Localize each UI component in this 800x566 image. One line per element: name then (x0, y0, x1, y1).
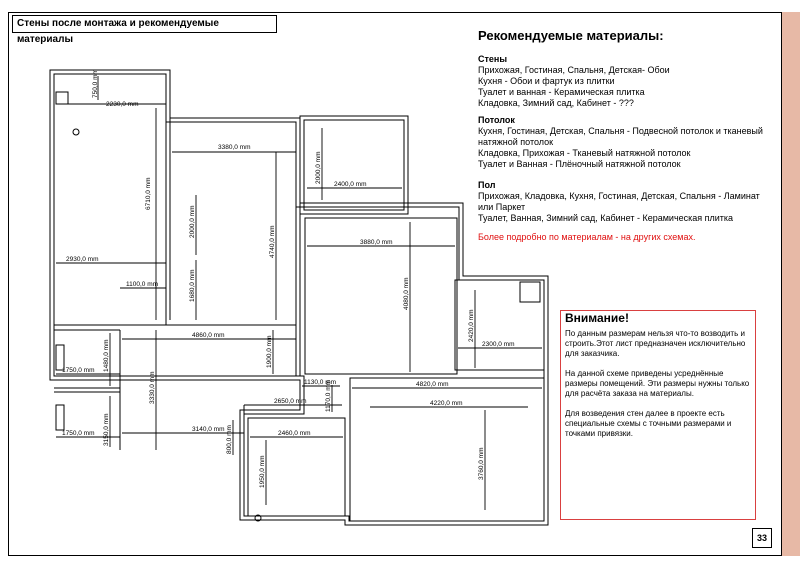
warning-paragraph: На данной схеме приведены усреднённые размеры помещений. Эти размеры нужны только для расчёта заказа на материалы. (565, 369, 750, 398)
dim-3330: 3330,0 mm (149, 371, 156, 404)
ceiling-line: Туалет и Ванная - Плёночный натяжной потолок (478, 159, 681, 169)
walls-line: Прихожая, Гостиная, Спальня, Детская- Обои (478, 65, 670, 75)
dim-4080: 4080,0 mm (403, 277, 410, 310)
dim-2000b: 2000,0 mm (315, 151, 322, 184)
warning-paragraph: По данным размерам нельзя что-то возводить и строить.Этот лист предназначен исключительно для заказчика. (565, 329, 746, 358)
dim-4740: 4740,0 mm (269, 225, 276, 258)
dim-6710: 6710,0 mm (145, 177, 152, 210)
dim-2930: 2930,0 mm (66, 256, 99, 263)
walls-section (478, 54, 768, 109)
dimension-labels (62, 69, 515, 488)
dim-4820: 4820,0 mm (416, 381, 449, 388)
dim-1750a: 1750,0 mm (62, 367, 95, 374)
dim-3380: 3380,0 mm (218, 144, 251, 151)
dim-2000: 2000,0 mm (189, 205, 196, 238)
walls-line: Кладовка, Зимний сад, Кабинет - ??? (478, 98, 634, 108)
dim-800: 800,0 mm (226, 425, 233, 454)
dim-2460: 2460,0 mm (278, 430, 311, 437)
page-number: 33 (752, 528, 772, 548)
dim-3140: 3140,0 mm (192, 426, 225, 433)
dimension-lines (56, 76, 542, 510)
warning-title: Внимание! (565, 311, 629, 325)
walls-line: Кухня - Обои и фартук из плитки (478, 76, 615, 86)
walls-line: Туалет и ванная - Керамическая плитка (478, 87, 645, 97)
dim-2230: 2230,0 mm (106, 101, 139, 108)
floor-section (478, 180, 768, 224)
warning-box (560, 310, 756, 520)
dim-1100: 1100,0 mm (126, 281, 159, 288)
dim-3760: 3760,0 mm (478, 447, 485, 480)
ceiling-line: Кладовка, Прихожая - Тканевый натяжной потолок (478, 148, 691, 158)
dim-2400: 2400,0 mm (334, 181, 367, 188)
dim-4220: 4220,0 mm (430, 400, 463, 407)
ceiling-line: Кухня, Гостиная, Детская, Спальня - Подвесной потолок и тканевый натяжной потолок (478, 126, 763, 147)
walls-heading: Стены (478, 54, 508, 64)
floor-line: Туалет, Ванная, Зимний сад, Кабинет - Керамическая плитка (478, 213, 734, 223)
ceiling-heading: Потолок (478, 115, 515, 125)
dim-1900: 1900,0 mm (266, 335, 273, 368)
sheet-title: Стены после монтажа и рекомендуемые материалы (12, 15, 277, 33)
dim-2420: 2420,0 mm (468, 309, 475, 342)
warning-paragraph: Для возведения стен далее в проекте есть специальные схемы с точными размерами и точками привязки. (565, 409, 732, 438)
floor-line: Прихожая, Кладовка, Кухня, Гостиная, Детская, Спальня - Ламинат или Паркет (478, 191, 760, 212)
dim-2650: 2650,0 mm (274, 398, 307, 405)
dim-1170: 1170,0 mm (325, 379, 332, 412)
dim-1680: 1680,0 mm (189, 269, 196, 302)
recommendations-title: Рекомендуемые материалы: (478, 28, 664, 43)
dim-3150: 3150,0 mm (103, 413, 110, 446)
dim-1480: 1480,0 mm (103, 339, 110, 372)
dim-1750b: 1750,0 mm (62, 430, 95, 437)
dim-3880: 3880,0 mm (360, 239, 393, 246)
ceiling-section (478, 115, 768, 170)
dim-750: 750,0 mm (92, 69, 99, 98)
materials-note: Более подробно по материалам - на других схемах. (478, 232, 696, 242)
dim-1950: 1950,0 mm (259, 455, 266, 488)
plan-walls (50, 70, 548, 525)
dim-1130: 1130,0 mm (304, 379, 337, 386)
dim-4860: 4860,0 mm (192, 332, 225, 339)
dim-2300: 2300,0 mm (482, 341, 515, 348)
floor-heading: Пол (478, 180, 496, 190)
